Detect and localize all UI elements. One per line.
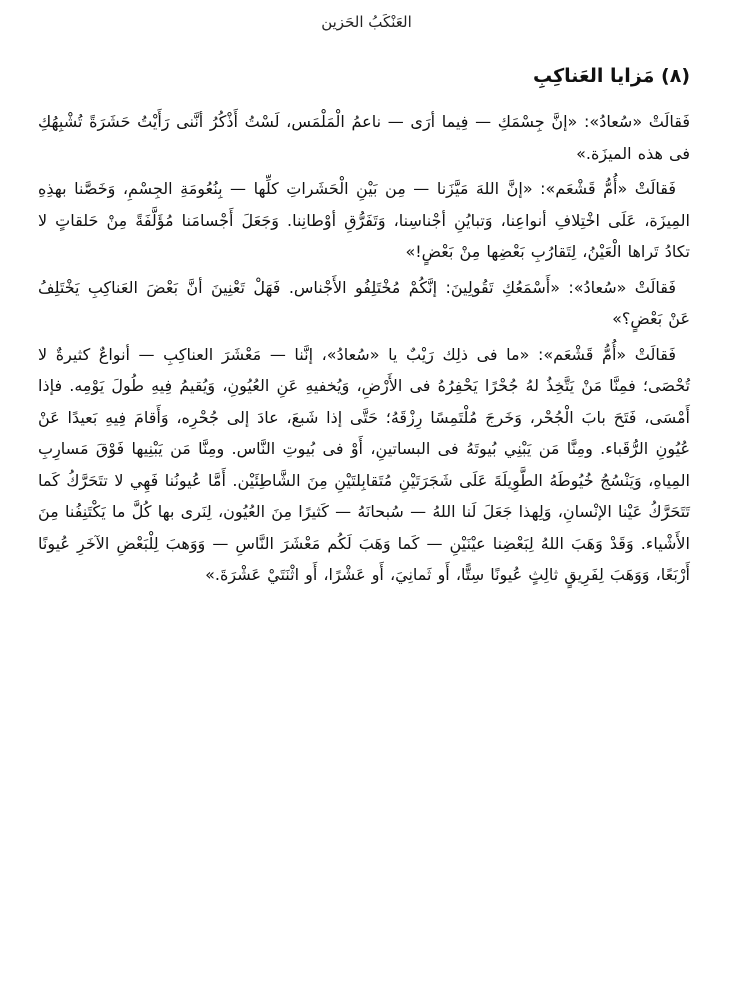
body-text <box>38 106 690 591</box>
section-title: (٨) مَزايا العَناكِبِ <box>533 65 690 87</box>
running-header: العَنْكَبُ الحَزين <box>321 13 412 31</box>
paragraph-3: فَقالَتْ «سُعادُ»: «أَسْمَعُكِ تَقُولِينَ: إنَّكُمْ مُخْتَلِفُو الأَجْناس. فَهَلْ تَعْنِينَ أنَّ بَعْضَ العَناكِبِ يَخْتَلِفُ عَنْ بَعْضٍ؟» <box>38 277 690 328</box>
paragraph-4: فَقالَتْ «أُمُّ قَشْعَم»: «ما فى ذلِك رَيْبٌ يا «سُعادُ»، إنَّنا — مَعْشَرَ العناكِبِ — أنواعٌ كثيرةٌ لا تُحْصَى؛ فمِنَّا مَنْ يَتَّخِذُ لهُ جُحْرًا يَحْفِرُهُ فى الأَرْضِ، وَيُخفيهِ عَنِ العُيُونِ، وَيُقيمُ فِيهِ طُولَ يَوْمِه. فإذا أَمْسَى، فَتَحَ بابَ الْجُحْر، وَخَرجَ مُلْتَمِسًا رِزْقَهُ؛ حَتَّى إذا شَبعَ، عادَ إلى جُحْرِه، وَأَقامَ فِيهِ بَعيدًا عَنْ عُيُونِ الرُّقَباء. ومِنَّا مَن يَبْنِي بُيوتَهُ فى البساتينِ، أَوْ فى بُيوتِ النَّاس. ومِنَّا مَن يَبْنِيها فَوْقَ مَسارِبِ المِياهِ، وَيَنْسُجُ خُيُوطَهُ الطَّوِيلَةَ عَلَى شَجَرَتَيْنِ مُتَقابِلتَيْنِ مِنَ الشَّاطِئَيْن. أَمَّا عُيونُنا فَهِي لا تتَحَرَّكُ كَما تَتَحَرَّكُ عَيْنا الإنْسانِ، وَلِهذا جَعَلَ لَنا اللهُ — سُبحانَهُ — كَثيرًا مِنَ العُيُون، لِنَرى بها كُلَّ ما يَكْتَنِفُنا مِنَ الأَشْياء. وَقَدْ وَهَبَ اللهُ لِبَعْضِنا عيْنَيْنِ — كَما وَهَبَ لَكُم مَعْشَرَ النَّاسِ — وَوَهبَ لِلْبَعْضِ الآخَرِ عُيونًا أَرْبَعًا، وَوَهَبَ لِفَرِيقٍ ثالِثٍ عُيونًا سِتًّا، أَو ثَمانِيَ، أَو عَشْرًا، أَو اثْنَتَيْ عَشْرَةَ.» <box>38 344 690 584</box>
paragraph-1: فَقالَتْ «سُعادُ»: «إنَّ جِسْمَكِ — فِيما أرَى — ناعمُ الْمَلْمَس، لَسْتُ أَذْكُرُ أنَّنى رَأَيْتُ حَشَرَةً تُشْبِهُكِ فى هذه الميزَة.» <box>38 112 690 163</box>
paragraph-2: فَقالَتْ «أُمُّ قَشْعَم»: «إنَّ اللهَ مَيَّزَنا — مِن بَيْنِ الْحَشَراتِ كلِّها — بِنُعُومَةِ الجِسْمِ، وَخَصَّنا بهذِهِ المِيزَة، عَلَى اخْتِلافِ أنواعِنا، وَتبايُنِ أجْناسِنا، وَتَفَرُّقِ أوْطانِنا. وَجَعَلَ أَجْسامَنا مُؤَلَّفَةً مِنْ حَلقاتٍ لا تكادُ تَراها الْعَيْنُ، لِتَقارُبِ بَعْضِها مِنْ بَعْضٍ!» <box>38 179 690 261</box>
